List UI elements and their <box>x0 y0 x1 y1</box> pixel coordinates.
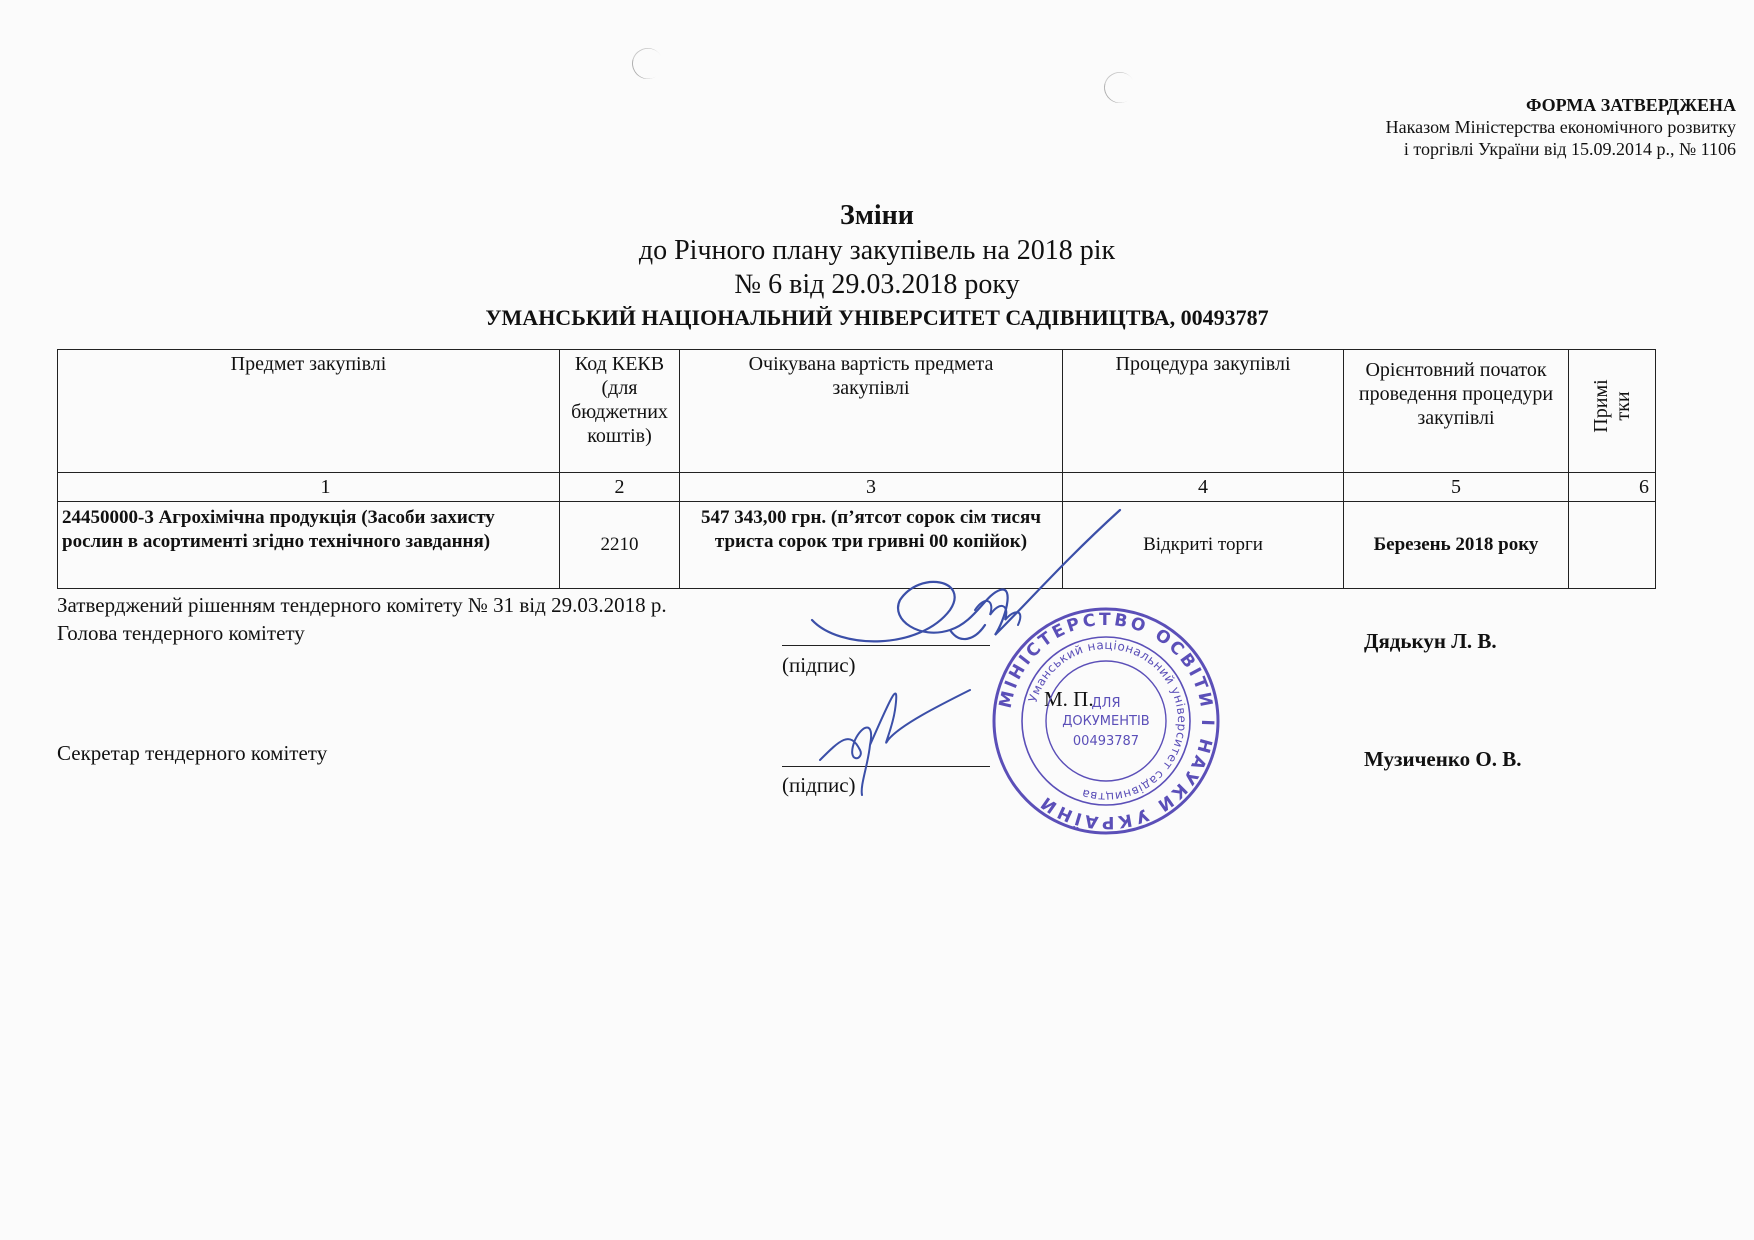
form-order-line-1: Наказом Міністерства економічного розвитку <box>1385 117 1736 137</box>
row-kekv: 2210 <box>560 502 680 589</box>
official-seal-stamp <box>990 605 1222 837</box>
form-approved-label: ФОРМА ЗАТВЕРДЖЕНА <box>1525 95 1736 115</box>
col-number-4: 4 <box>1063 473 1344 502</box>
col-number-1: 1 <box>58 473 560 502</box>
row-notes <box>1569 502 1656 589</box>
stamp-inner-text: Уманський національний університет садівництва <box>1025 637 1190 805</box>
header-subject: Предмет закупівлі <box>58 350 560 473</box>
row-start: Березень 2018 року <box>1344 502 1569 589</box>
table-numbering-row <box>58 473 1656 502</box>
table-header-row <box>58 350 1656 473</box>
chair-label: Голова тендерного комітету <box>57 621 305 645</box>
header-notes-cell <box>1569 350 1656 473</box>
header-procedure: Процедура закупівлі <box>1063 350 1344 473</box>
row-cost: 547 343,00 грн. (п’ятсот сорок сім тисяч триста сорок три гривні 00 копійок) <box>680 502 1063 589</box>
chair-name: Дядькун Л. В. <box>1364 629 1497 653</box>
secretary-signature-image <box>800 670 1000 810</box>
form-order-line-2: і торгівлі України від 15.09.2014 р., № 1106 <box>1403 139 1736 159</box>
col-number-6: 6 <box>1569 473 1656 502</box>
punch-hole-left <box>626 42 668 84</box>
document-title <box>0 198 1754 332</box>
title-changes: Зміни <box>840 200 914 231</box>
header-cost: Очікувана вартість предмета закупівлі <box>680 350 1063 473</box>
secretary-signature-caption: (підпис) <box>782 773 856 797</box>
title-plan: до Річного плану закупівель на 2018 рік <box>638 235 1116 266</box>
col-number-3: 3 <box>680 473 1063 502</box>
title-number-date: № 6 від 29.03.2018 року <box>734 269 1020 300</box>
header-notes: Примітки <box>1590 379 1634 433</box>
punch-hole-right <box>1098 66 1140 108</box>
row-subject: 24450000-3 Агрохімічна продукція (Засоби захисту рослин в асортименті згідно технічного завдання) <box>58 502 560 589</box>
col-number-5: 5 <box>1344 473 1569 502</box>
header-start: Орієнтовний початок проведення процедури закупівлі <box>1344 350 1569 473</box>
title-organization: УМАНСЬКИЙ НАЦІОНАЛЬНИЙ УНІВЕРСИТЕТ САДІВНИЦТВА, 00493787 <box>485 305 1269 330</box>
col-number-2: 2 <box>560 473 680 502</box>
form-approval-header <box>1386 94 1736 160</box>
secretary-name: Музиченко О. В. <box>1364 747 1522 771</box>
chair-signature-caption: (підпис) <box>782 653 856 677</box>
stamp-outer-text: МІНІСТЕРСТВО ОСВІТИ І НАУКИ УКРАЇНИ <box>995 609 1218 833</box>
stamp-center-1: ДЛЯ <box>1091 696 1121 711</box>
seal-label: М. П. <box>1044 687 1094 711</box>
stamp-center-2: ДОКУМЕНТІВ <box>1062 714 1150 729</box>
approval-decision: Затверджений рішенням тендерного комітету № 31 від 29.03.2018 р. <box>57 593 667 617</box>
header-kekv: Код КЕКВ (для бюджетних коштів) <box>560 350 680 473</box>
row-procedure: Відкриті торги <box>1063 502 1344 589</box>
secretary-label: Секретар тендерного комітету <box>57 741 328 765</box>
stamp-center-3: 00493787 <box>1072 734 1140 749</box>
